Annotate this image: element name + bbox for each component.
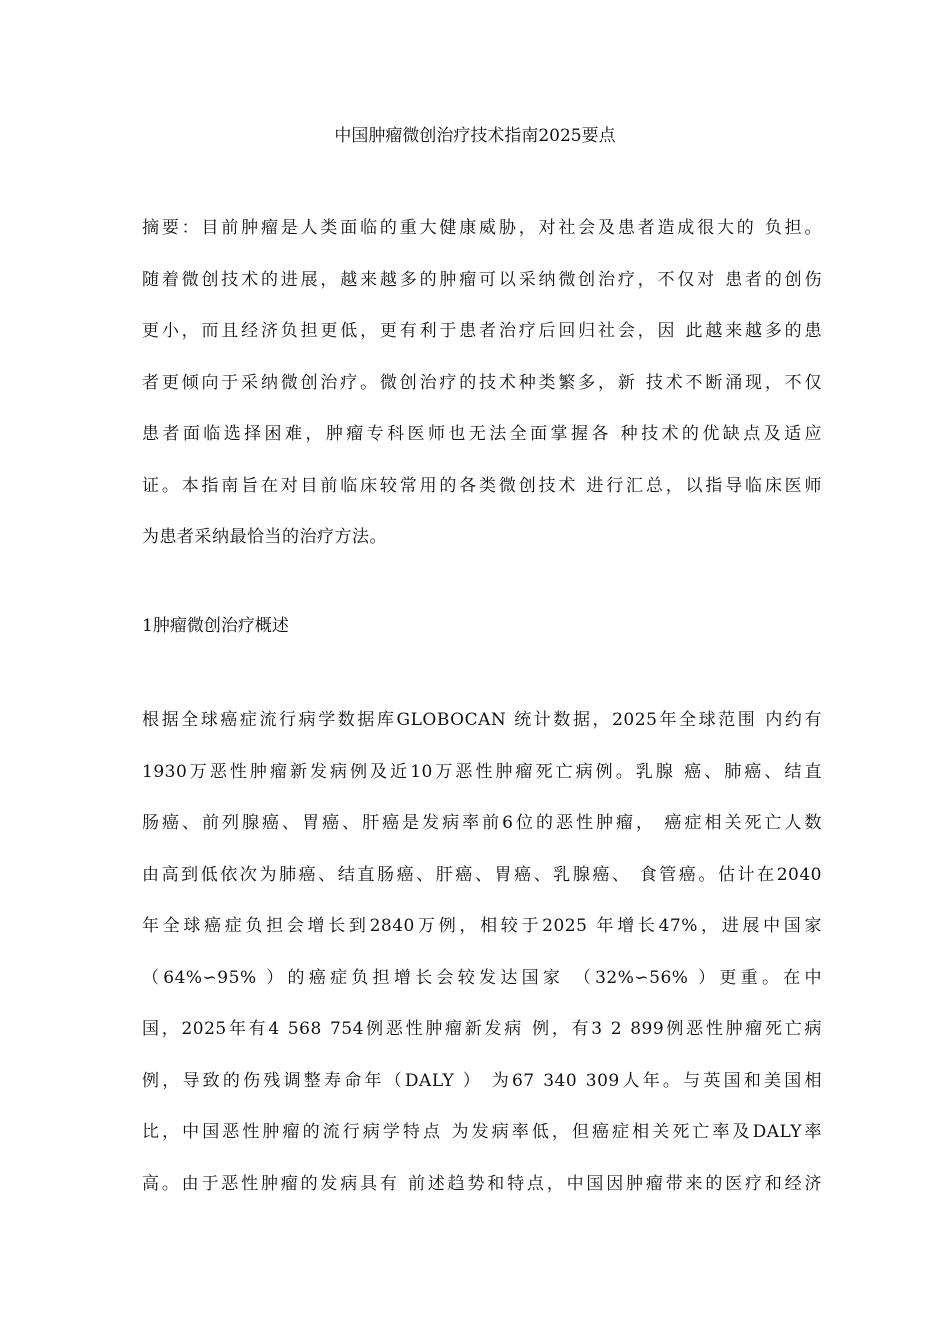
- body-line: 例，导致的伤残调整寿命年（DALY ） 为67 340 309人年。与英国和美国相: [142, 1070, 822, 1091]
- abstract-line: 证。本指南旨在对目前临床较常用的各类微创技术 进行汇总，以指导临床医师: [142, 475, 822, 496]
- abstract-line: 随着微创技术的进展，越来越多的肿瘤可以采纳微创治疗，不仅对 患者的创伤: [142, 269, 822, 290]
- body-line: 由高到低依次为肺癌、结直肠癌、肝癌、胃癌、乳腺癌、 食管癌。估计在2040: [142, 864, 822, 885]
- body-line: 肠癌、前列腺癌、胃癌、肝癌是发病率前6位的恶性肿瘤， 癌症相关死亡人数: [142, 813, 822, 833]
- body-line: 1930万恶性肿瘤新发病例及近10万恶性肿瘤死亡病例。乳腺 癌、肺癌、结直: [142, 761, 822, 782]
- body-line: 根据全球癌症流行病学数据库GLOBOCAN 统计数据，2025年全球范围 内约有: [142, 710, 822, 730]
- abstract-line: 更小，而且经济负担更低，更有利于患者治疗后回归社会，因 此越来越多的患: [142, 321, 822, 341]
- body-line: 比，中国恶性肿瘤的流行病学特点 为发病率低，但癌症相关死亡率及DALY率: [142, 1122, 822, 1142]
- abstract-line: 摘要：目前肿瘤是人类面临的重大健康威胁，对社会及患者造成很大的 负担。: [142, 218, 822, 238]
- document-title: 中国肿瘤微创治疗技术指南2025要点: [334, 126, 616, 146]
- section-paragraph: [142, 708, 822, 1223]
- abstract-line: 者更倾向于采纳微创治疗。微创治疗的技术种类繁多，新 技术不断涌现，不仅: [142, 372, 822, 393]
- abstract-line: 患者面临选择困难，肿瘤专科医师也无法全面掌握各 种技术的优缺点及适应: [142, 424, 822, 444]
- section-heading: 1肿瘤微创治疗概述: [142, 616, 289, 636]
- abstract-paragraph: [142, 216, 822, 577]
- body-line: （64%∽95% ）的癌症负担增长会较发达国家 （32%∽56% ）更重。在中: [142, 967, 822, 988]
- body-line: 国，2025年有4 568 754例恶性肿瘤新发病 例，有3 2 899例恶性肿瘤死亡病: [142, 1019, 822, 1039]
- abstract-line: 为患者采纳最恰当的治疗方法。: [142, 527, 387, 547]
- body-line: 高。由于恶性肿瘤的发病具有 前述趋势和特点，中国因肿瘤带来的医疗和经济: [142, 1173, 822, 1194]
- body-line: 年全球癌症负担会增长到2840万例，相较于2025 年增长47%，进展中国家: [142, 916, 822, 936]
